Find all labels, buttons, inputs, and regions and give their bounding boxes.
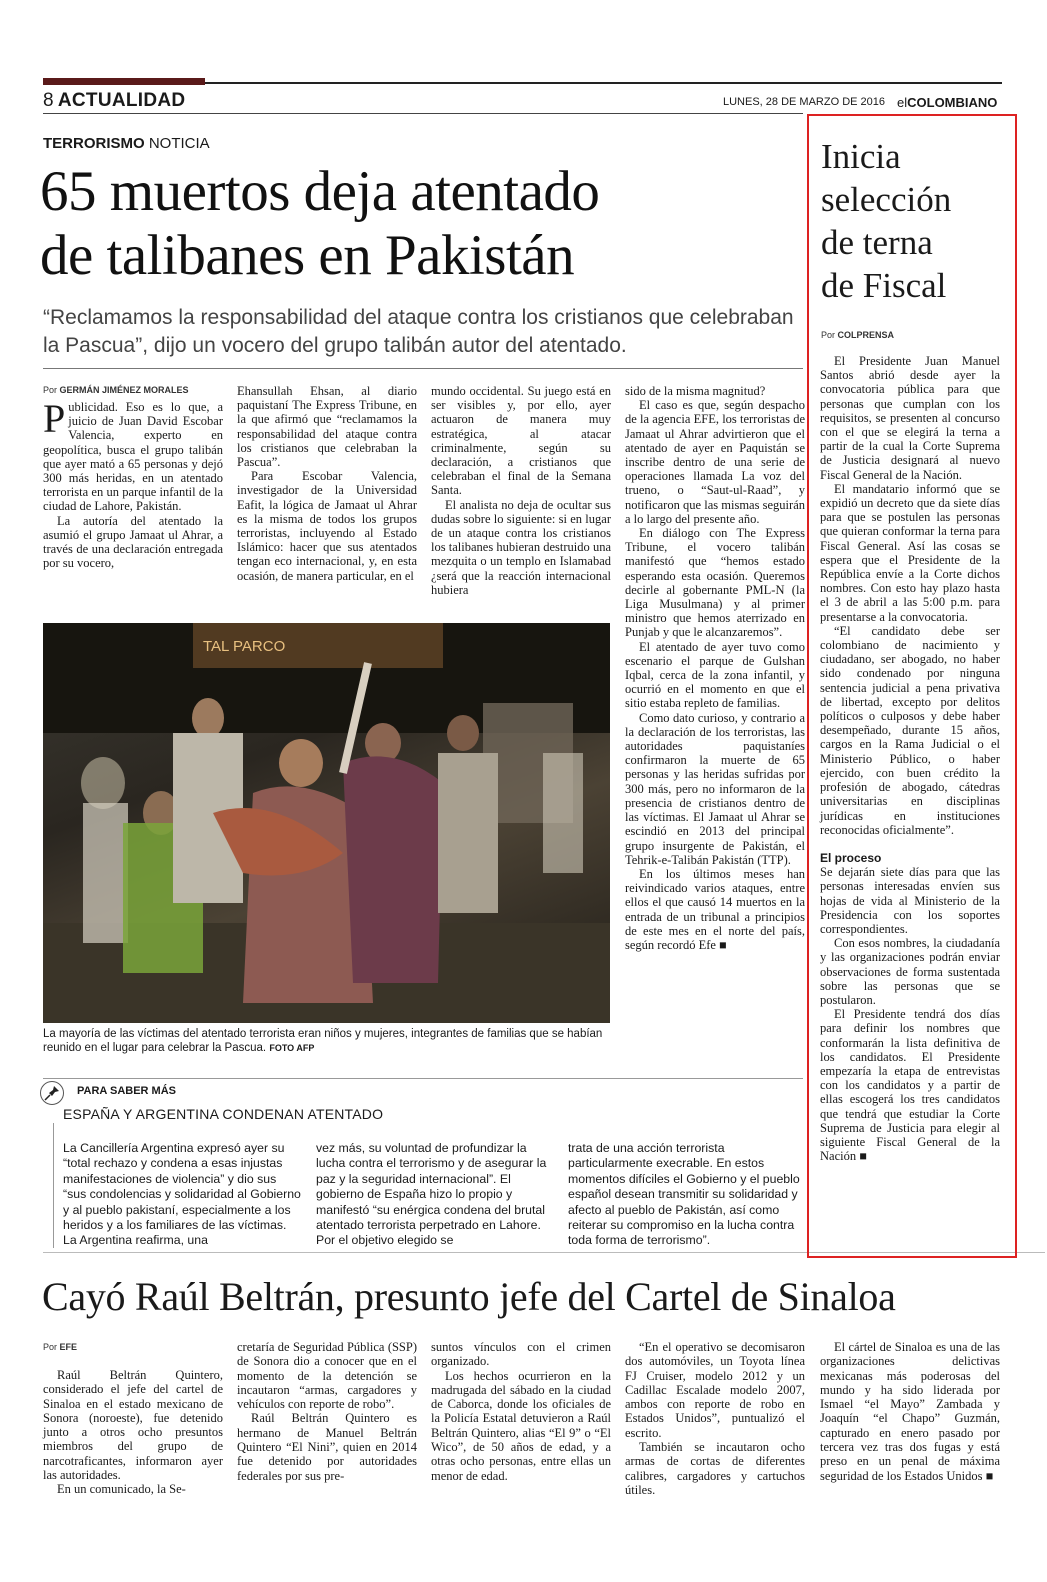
sidebar-body: [820, 354, 1000, 1163]
photo-credit: FOTO AFP: [269, 1043, 315, 1053]
paragraph: sido de la misma magnitud?: [625, 384, 766, 398]
section-label: [43, 90, 185, 112]
paragraph: Los hechos ocurrieron en la madrugada del sábado en la ciudad de Caborca, donde los oficiales de la Policía Estatal detuvieron a Raúl Beltrán Quintero, alias “El 9” o “El Wico”, de 50 años de edad, y a otras ocho personas, entre ellas un menor de edad.: [431, 1368, 611, 1483]
main-col-4: [625, 384, 805, 952]
bottom-col-5: [820, 1340, 1000, 1483]
paragraph: Raúl Beltrán Quintero, considerado el jefe del cartel de Sinaloa en el estado mexicano de Sonora (noroeste), fue detenido junto a otros ocho presuntos miembros del grupo de narcotraficantes, informaron ayer las autoridades.: [43, 1368, 223, 1483]
section-rule: [43, 113, 803, 114]
paragraph: El atentado de ayer tuvo como escenario el parque de Gulshan Iqbal, cerca de la zona infantil, y ocurrió en el momento en que el sitio estaba repleto de familias.: [625, 639, 805, 711]
masthead-prefix: el: [897, 95, 908, 110]
paragraph: Como dato curioso, y contrario a la declaración de los terroristas, las autoridades paquistaníes confirmaron la muerte de 65 personas y las heridas sufridas por 300 más, pero no informaron de la presencia de cristianos dentro de las víctimas. El Jamaat ul Ahrar se escindió en 2013 del principal grupo insurgente de Pakistán, el Tehrik-e-Talibán Pakistán (TTP).: [625, 710, 805, 867]
box-col-2: vez más, su voluntad de profundizar la lucha contra el terrorismo y de asegurar la paz y la seguridad internacional”. El gobierno de España hizo lo propio y manifestó “su enérgica condena del brutal atentado terrorista perpetrado en Lahore. Por el objetivo elegido se: [316, 1141, 547, 1248]
bottom-byline: [43, 1342, 77, 1352]
sidebar-subhead: El proceso: [820, 850, 882, 865]
headline-line-2: de talibanes en Pakistán: [40, 224, 575, 287]
photo-illustration: [43, 623, 610, 1023]
bottom-col-3: [431, 1340, 611, 1483]
main-col-3: [431, 384, 611, 597]
bottom-col-4: [625, 1340, 805, 1497]
sidebar-headline-line: Inicia: [821, 137, 901, 176]
byline-prefix: Por: [43, 385, 58, 395]
box-col-1: La Cancillería Argentina expresó ayer su “total rechazo y condena a esas injustas manifestaciones de violencia” y dio sus “sus condolencias y solidaridad al Gobierno y al pueblo pakistaní, especialmente a los heridos y a los familiares de las víctimas. La Argentina reafirma, una: [63, 1141, 301, 1248]
paragraph: El Presidente tendrá dos días para definir los nombres que conformarán la lista definitiva de los candidatos. El Presidente empezaría la etapa de entrevistas con los candidatos y a partir de ellas escogerá los tres candidatos que tendrá que estudiar la Corte Suprema de Justicia para elegir al siguiente Fiscal General de la Nación ■: [820, 1007, 1000, 1164]
paragraph: Ehansullah Ehsan, al diario paquistaní The Express Tribune, en la que afirmó que “reclamamos la responsabilidad del ataque contra los cristianos que celebraban la Pascua”.: [237, 384, 417, 470]
caption-text: La mayoría de las víctimas del atentado terrorista eran niños y mujeres, integrantes de familias que se habían reunido en el lugar para celebrar la Pascua.: [43, 1028, 603, 1054]
pushpin-icon: [40, 1081, 64, 1105]
sidebar-byline: [821, 330, 894, 340]
sidebar-headline-line: selección: [821, 180, 952, 219]
headline-line-1: 65 muertos deja atentado: [40, 160, 600, 223]
paragraph: [43, 396, 223, 514]
box-label: PARA SABER MÁS: [77, 1085, 177, 1097]
dropcap: P: [43, 396, 66, 441]
kicker: [43, 135, 210, 152]
paragraph: El mandatario informó que se expidió un decreto que da siete días para que se postulen las personas que quieran conformar la terna para Fiscal General. Así las cosas se espera que el Presidente de la República envíe a la Corte dichos nombres. Con esto hay plazo hasta el 3 de abril a las 5:00 p.m. para presentarse a la convocatoria.: [820, 481, 1000, 624]
byline-prefix: Por: [821, 330, 836, 340]
main-col-2: [237, 384, 417, 583]
paragraph: La autoría del atentado la asumió el grupo Jamaat ul Ahrar, a través de una declaración entregada por su vocero,: [43, 513, 223, 571]
paragraph: Con esos nombres, la ciudadanía y las organizaciones podrán enviar observaciones de forma sustentada sobre las personas que se postularon.: [820, 936, 1000, 1007]
bottom-col-1: [43, 1368, 223, 1497]
box-title: ESPAÑA Y ARGENTINA CONDENAN ATENTADO: [63, 1106, 384, 1122]
kicker-topic: TERRORISMO: [43, 135, 145, 152]
paragraph: El cártel de Sinaloa es una de las organizaciones delictivas mexicanas más poderosas del mundo y ha sido liderada por Ismael “el Mayo” Zambada y Joaquín “el Chapo” Guzmán, capturado en enero pasado por tercera vez tras dos fugas y está preso en un penal de máxima seguridad de los Estados Unidos ■: [820, 1340, 1000, 1483]
sidebar-headline-line: de terna: [821, 223, 933, 262]
paragraph: mundo occidental. Su juego está en ser visibles y, por ello, ayer actuaron de manera muy estratégica, al atacar criminalmente, según su declaración, a cristianos que celebraban el final de la Semana Santa.: [431, 384, 611, 498]
box-col-3: trata de una acción terrorista particularmente execrable. En estos momentos difíciles el Gobierno y el pueblo español desean transmitir su solidaridad y afecto al pueblo de Pakistán, así como reiterar su compromiso en la lucha contra toda forma de terrorismo”.: [568, 1141, 800, 1248]
byline: [43, 385, 189, 395]
paragraph: También se incautaron ocho armas de cortas de diferentes calibres, cargadores y cartuchos útiles.: [625, 1440, 805, 1497]
byline-name: EFE: [59, 1342, 78, 1352]
deck: “Reclamamos la responsabilidad del ataque contra los cristianos que celebraban la Pascua”, dijo un vocero del grupo talibán autor del atentado.: [43, 306, 794, 357]
photo-caption: [43, 1027, 610, 1055]
byline-name: GERMÁN JIMÉNEZ MORALES: [59, 385, 189, 395]
paragraph: Para Escobar Valencia, investigador de la Universidad Eafit, la lógica de Jamaat ul Ahrar es la misma de todos los grupos terroristas, incluyendo al Estado Islámico: hacer que sus atentados tengan eco internacional, y, en esta ocasión, de manera particular, en el: [237, 469, 417, 583]
paragraph: En un comunicado, la Se-: [57, 1482, 186, 1497]
section-name: ACTUALIDAD: [57, 90, 186, 111]
deck-rule: [43, 368, 803, 369]
paragraph-text: ublicidad. Eso es lo que, a juicio de Juan David Escobar Valencia, experto en geopolítica, busca el grupo talibán que ayer mató a 65 personas y dejó 300 más heridas, en un atentado terrorista en un parque infantil de la ciudad de Lahore, Pakistán.: [43, 400, 223, 514]
bottom-col-2: [237, 1340, 417, 1483]
kicker-type: NOTICIA: [148, 135, 210, 152]
photo-sign: TAL PARCO: [203, 638, 286, 655]
masthead: [897, 95, 997, 110]
paragraph: El Presidente Juan Manuel Santos abrió desde ayer la convocatoria pública para que personas que cumplan con los requisitos, se presenten al concurso con el que se elegirá la terna a partir de la cual la Corte Suprema de Justicia designará al nuevo Fiscal General de la Nación.: [820, 354, 1000, 482]
paragraph: “El candidato debe ser colombiano de nacimiento y ciudadano, ser abogado, no haber sido condenado por ninguna sentencia judicial a pena privativa de libertad, excepto por delitos políticos o culposos y debe haber desempeñado, durante 15 años, cargos en la Rama Judicial o el Ministerio Público, o haber ejercido, con buen crédito la profesión de abogado, cátedras universitarias en disciplinas jurídicas en instituciones reconocidas oficialmente”.: [820, 623, 1000, 837]
bottom-headline: Cayó Raúl Beltrán, presunto jefe del Cartel de Sinaloa: [42, 1274, 896, 1319]
main-col-1: [43, 396, 223, 571]
byline-name: COLPRENSA: [837, 330, 895, 340]
box-left-rule: [53, 1123, 54, 1248]
paragraph: cretaría de Seguridad Pública (SSP) de Sonora dio a conocer que en el momento de la detención se incautaron “armas, cargadores y vehículos con reporte de robo”.: [237, 1340, 417, 1412]
paragraph: Se dejarán siete días para que las personas interesadas envíen sus hojas de vida al Ministerio de la Presidencia con los soportes correspondientes.: [820, 865, 1000, 936]
paragraph: El caso es que, según despacho de la agencia EFE, los terroristas de Jamaat ul Ahrar advirtieron que el atentado de ayer en Paquistán se inscribe dentro de una serie de operaciones llamada La voz del trueno, o “Saut-ul-Raad”, y notificaron que las mismas seguirán a lo largo del presente año.: [625, 398, 805, 526]
byline-prefix: Por: [43, 1342, 58, 1352]
main-headline: [40, 160, 810, 288]
paragraph: “En el operativo se decomisaron dos automóviles, un Toyota línea FJ Cruiser, modelo 2012 y un Cadillac Escalade modelo 2007, ambos con reporte de robo en Estados Unidos”, puntualizó el escrito.: [625, 1340, 805, 1440]
masthead-name: COLOMBIANO: [907, 95, 998, 110]
paragraph: Raúl Beltrán Quintero es hermano de Manuel Beltrán Quintero “El Nini”, quien en 2014 fue detenido por autoridades federales por sus pre-: [237, 1411, 417, 1483]
page-number: 8: [43, 90, 54, 111]
header-rule: [205, 82, 1002, 84]
news-photo: [43, 623, 610, 1023]
paragraph: El analista no deja de ocultar sus dudas sobre lo siguiente: si en lugar de un ataque contra los cristianos los talibanes hubieran destruido una mezquita o un templo en Islamabad ¿será que la reacción internacional hubiera: [431, 497, 611, 597]
sidebar-headline-line: de Fiscal: [821, 266, 947, 305]
paragraph: En diálogo con The Express Tribune, el vocero talibán manifestó que “hemos estado esperando esta ocasión. Queremos decirle al gobernante PML-N (la Liga Musulmana) y al primer ministro que hemos aterrizado en Punjab y que le alcanzaremos”.: [625, 526, 805, 640]
dateline: LUNES, 28 DE MARZO DE 2016: [723, 96, 886, 108]
sidebar-headline: [821, 135, 1011, 307]
paragraph: En los últimos meses han reivindicado varios ataques, entre ellos el que causó 14 muertos en la entrada de un tribunal a principios de este mes en el norte del país, según recordó Efe ■: [625, 866, 805, 952]
box-rule: [43, 1078, 803, 1079]
section-color-bar: [43, 78, 205, 85]
paragraph: suntos vínculos con el crimen organizado.: [431, 1340, 611, 1369]
